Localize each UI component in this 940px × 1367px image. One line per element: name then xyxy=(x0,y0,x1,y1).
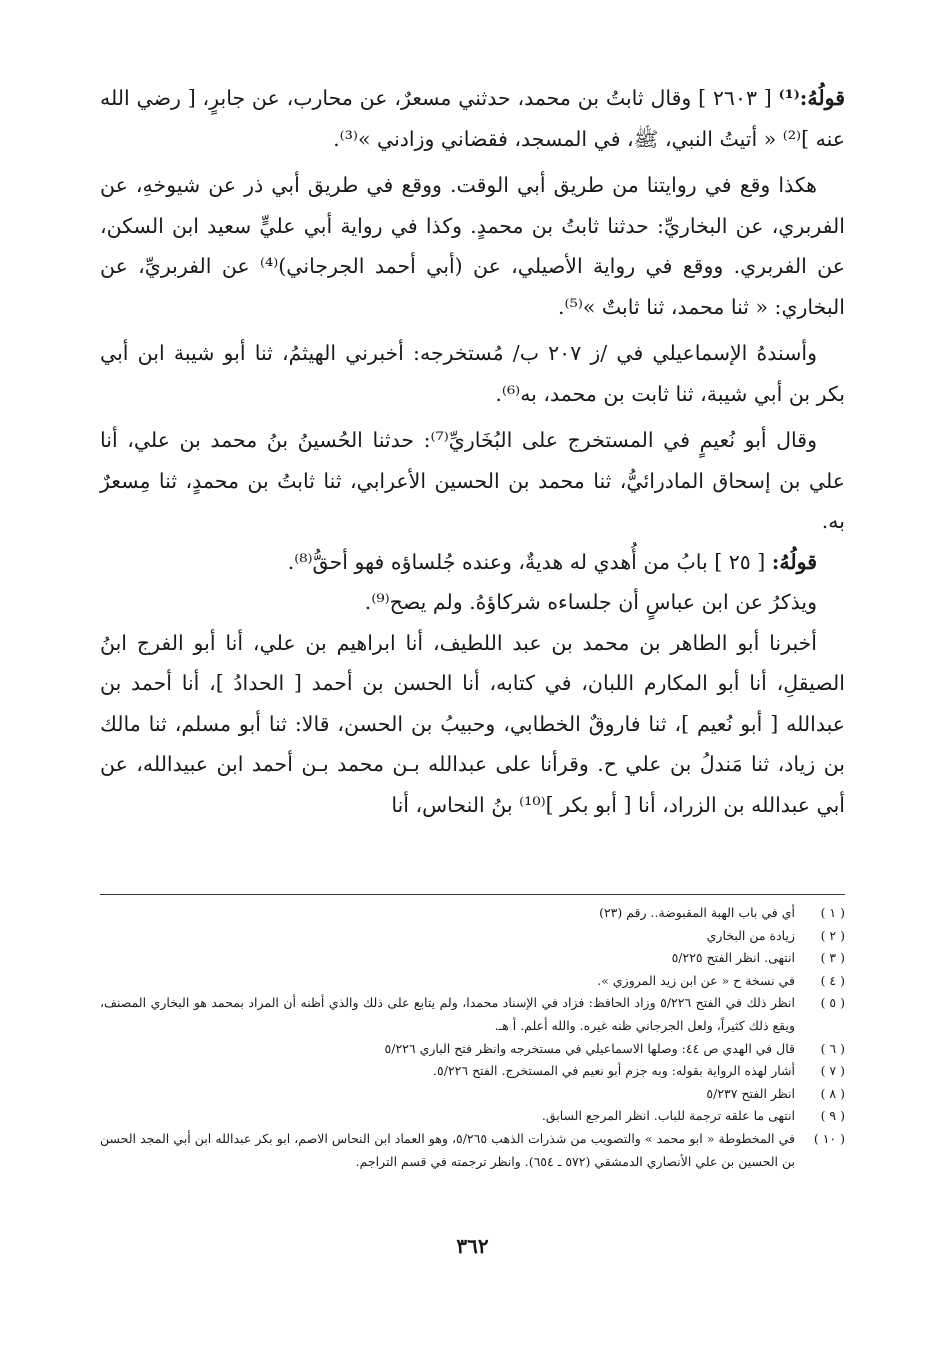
paragraph-5 xyxy=(100,542,845,583)
footnote-number: ( ٧ ) xyxy=(820,1063,845,1079)
footnote-number: ( ٨ ) xyxy=(820,1085,845,1101)
paragraph-7 xyxy=(100,623,845,826)
footnote-text: انظر ذلك في الفتح ٥/٢٢٦ وزاد الحافظ: فزاد في الإسناد محمدا، ولم يتابع على ذلك والذي أظنه أن المراد بمحمد هو البخاري المصنف، ويقع ذلك كثيراً، ولعل الجرجاني ظنه غيره. والله أعلم. أ هـ. xyxy=(100,995,795,1033)
footnote-text: انتهى ما علقه ترجمة للباب. انظر المرجع السابق. xyxy=(541,1108,795,1124)
paragraph-6 xyxy=(100,582,845,623)
footnote-number: ( ٤ ) xyxy=(820,972,845,988)
footnote-text: أي في باب الهبة المقبوضة.. رقم (٢٣) xyxy=(599,905,795,920)
footnote-number: ( ٦ ) xyxy=(820,1040,845,1056)
footnote-9 xyxy=(100,1105,845,1128)
footnote-number: ( ٣ ) xyxy=(820,950,845,966)
footnote-text: في المخطوطة « ابو محمد » والتصويب من شذرات الذهب ٥/٢٦٥، وهو العماد ابن النحاس الاصم، ابو بكر عبدالله ابن أبي المجد الحسن بن الحسين بن علي الأنصاري الدمشقي (٥٧٢ ـ ٦٥٤). وانظر ترجمته في قسم التراجم. xyxy=(100,1130,795,1169)
footnote-number: ( ١٠ ) xyxy=(813,1130,845,1146)
paragraph-text: وقال أبو نُعيمٍ في المستخرج على البُخَاريِّ⁽⁷⁾: حدثنا الحُسينُ بنُ محمد بن علي، أنا علي بن إسحاق المادرائيُّ، ثنا محمد بن الحسين الأعرابي، ثنا ثابتُ بن محمدٍ، ثنا مِسعرٌ به. xyxy=(100,428,845,533)
footnote-number: ( ١ ) xyxy=(820,905,845,920)
paragraph-text: أخبرنا أبو الطاهر بن محمد بن عبد اللطيف، أنا ابراهيم بن علي، أنا أبو الفرج ابنُ الصيقلِ، أنا أبو المكارم اللبان، في كتابه، أنا الحسن بن أحمد [ الحدادُ ]، أنا أحمد بن عبدالله [ أبو نُعيم ]، ثنا فاروقٌ الخطابي، وحبيبُ بن الحسن، قالا: ثنا أبو مسلم، ثنا مالك بن زياد، ثنا مَندلُ بن علي ح. وقرأنا على عبدالله بـن محمد بـن أحمد ابن عبيدالله، عن أبي عبدالله بن الزراد، أنا [ أبو بكر ]⁽¹⁰⁾ بنُ النحاس، أنا xyxy=(100,630,845,817)
footnote-text: زيادة من البخاري xyxy=(706,927,795,943)
main-text xyxy=(100,78,845,825)
footnote-text: أشار لهذه الرواية بقوله: وبه جزم أبو نعيم في المستخرج. الفتح ٥/٢٢٦. xyxy=(433,1063,795,1079)
footnote-text: انظر الفتح ٥/٢٣٧ xyxy=(706,1085,795,1101)
page-number: ٣٦٢ xyxy=(456,1234,489,1258)
paragraph-text: هكذا وقع في روايتنا من طريق أبي الوقت. ووقع في طريق أبي ذر عن شيوخهِ، عن الفربري، عن البخاريِّ: حدثنا ثابتُ بن محمدٍ. وكذا في رواية أبي عليٍّ سعيد ابن السكن، عن الفربري. ووقع في رواية الأصيلي، عن (أبي أحمد الجرجاني)⁽⁴⁾ عن الفربريِّ، عن البخاري: « ثنا محمد، ثنا ثابتٌ »⁽⁵⁾. xyxy=(100,173,845,319)
footnote-text: في نسخة ح « عن ابن زيد المروزي ». xyxy=(597,972,795,988)
paragraph-4 xyxy=(100,420,845,542)
footnote-5 xyxy=(100,992,845,1037)
paragraph-heading: قولُهُ:⁽¹⁾ xyxy=(778,86,846,110)
paragraph-text: [ ٢٦٠٣ ] وقال ثابتُ بن محمد، حدثني مسعرٌ، عن محارب، عن جابرٍ، [ رضي الله عنه ]⁽²⁾ « أتيتُ النبي، ﷺ، في المسجد، فقضاني وزادني »⁽³⁾. xyxy=(100,86,845,151)
paragraph-1 xyxy=(100,78,845,159)
paragraph-text: [ ٢٥ ] بابُ من أُهدي له هديةٌ، وعنده جُلساؤه فهو أحقُّ⁽⁸⁾. xyxy=(287,549,772,574)
footnote-number: ( ٥ ) xyxy=(820,995,845,1011)
footnote-number: ( ٢ ) xyxy=(820,927,845,943)
footnote-text: انتهى. انظر الفتح ٥/٢٢٥ xyxy=(671,950,795,966)
footnote-10 xyxy=(100,1128,845,1173)
footnote-8 xyxy=(100,1083,845,1106)
footnotes xyxy=(100,902,845,1173)
footnote-3 xyxy=(100,947,845,970)
paragraph-2 xyxy=(100,165,845,327)
footnote-1 xyxy=(100,902,845,925)
footnote-2 xyxy=(100,925,845,948)
footnote-6 xyxy=(100,1038,845,1061)
paragraph-3 xyxy=(100,333,845,414)
footnote-4 xyxy=(100,970,845,993)
footnote-text: قال في الهدي ص ٤٤: وصلها الاسماعيلي في مستخرجه وانظر فتح الباري ٥/٢٢٦ xyxy=(384,1040,795,1056)
footnote-divider xyxy=(100,894,845,895)
paragraph-heading: قولُهُ: xyxy=(771,549,817,574)
footnote-number: ( ٩ ) xyxy=(820,1108,845,1124)
footnote-7 xyxy=(100,1060,845,1083)
paragraph-text: وأسندهُ الإسماعيلي في /ز ٢٠٧ ب/ مُستخرجه: أخبرني الهيثمُ، ثنا أبو شيبة ابن أبي بكر بن أبي شيبة، ثنا ثابت بن محمد، به⁽⁶⁾. xyxy=(100,341,845,406)
paragraph-text: ويذكرُ عن ابن عباسٍ أن جلساءه شركاؤهُ. ولم يصح⁽⁹⁾. xyxy=(364,590,817,614)
